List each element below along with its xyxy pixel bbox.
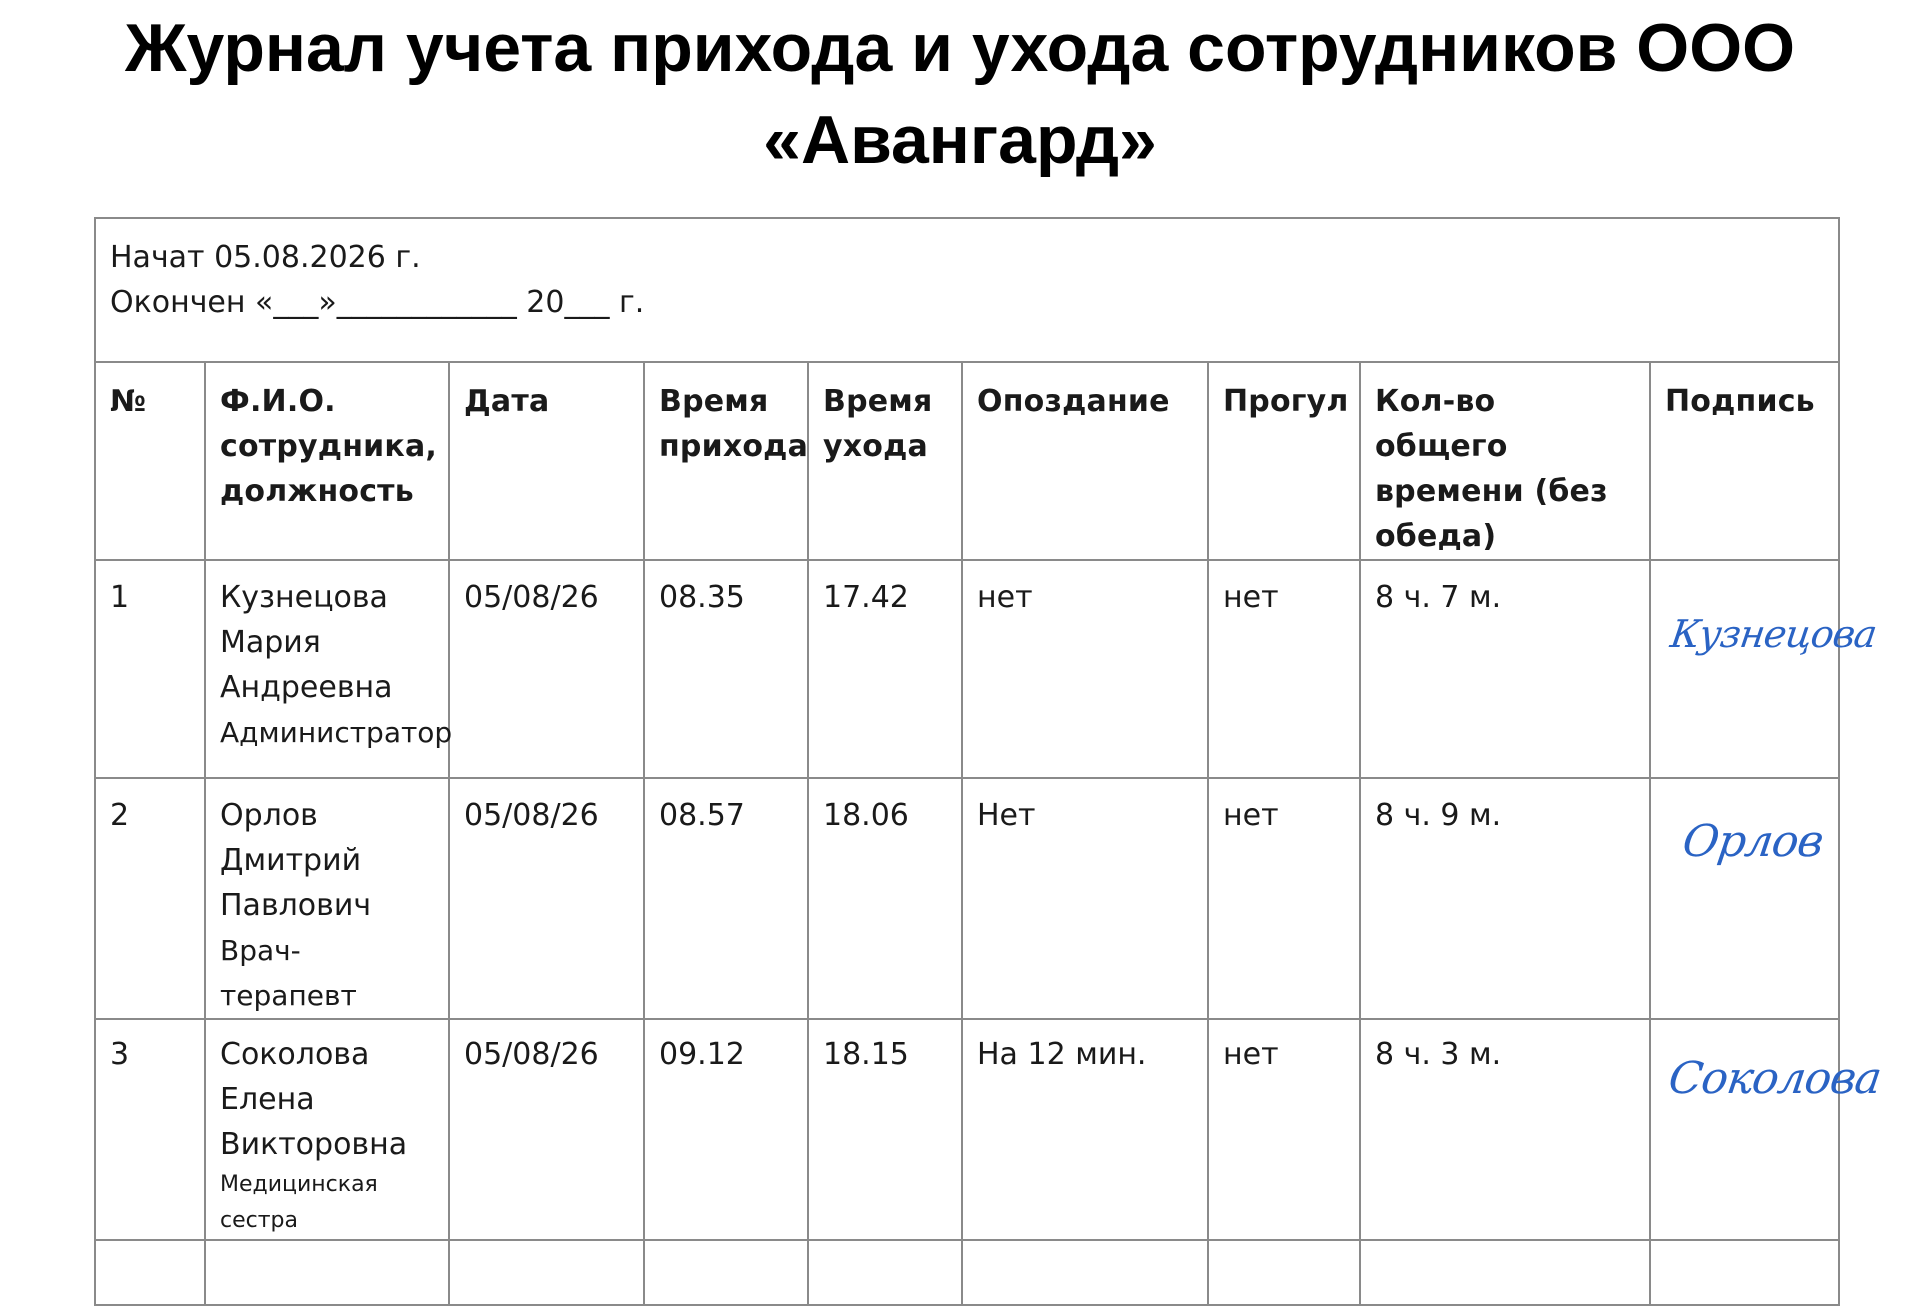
empty-cell <box>205 1240 449 1305</box>
cell-total-time: 8 ч. 9 м. <box>1360 778 1650 1019</box>
cell-date: 05/08/26 <box>449 1019 644 1240</box>
employee-first-name: Мария <box>220 625 321 660</box>
table-header-row <box>95 362 1839 560</box>
cell-absence: нет <box>1208 560 1360 778</box>
cell-late: Нет <box>962 778 1208 1019</box>
journal-meta-cell <box>95 218 1839 362</box>
empty-cell <box>1650 1240 1839 1305</box>
col-header-signature: Подпись <box>1650 362 1839 560</box>
attendance-journal-table <box>94 217 1884 1306</box>
journal-start-date: Начат 05.08.2026 г. <box>110 240 421 275</box>
cell-arrival: 09.12 <box>644 1019 808 1240</box>
employee-patronymic: Павлович <box>220 888 372 923</box>
cell-late: На 12 мин. <box>962 1019 1208 1240</box>
employee-surname: Кузнецова <box>220 580 388 615</box>
col-header-departure: Время ухода <box>808 362 962 560</box>
journal-meta-row <box>95 218 1839 362</box>
employee-patronymic: Андреевна <box>220 670 393 705</box>
cell-date: 05/08/26 <box>449 560 644 778</box>
cell-departure: 18.15 <box>808 1019 962 1240</box>
cell-absence: нет <box>1208 1019 1360 1240</box>
col-header-arrival: Время прихода <box>644 362 808 560</box>
cell-employee <box>205 1019 449 1240</box>
cell-arrival: 08.35 <box>644 560 808 778</box>
cell-date: 05/08/26 <box>449 778 644 1019</box>
handwritten-signature: Орлов <box>1679 816 1827 867</box>
cell-signature <box>1650 778 1839 1019</box>
cell-absence: нет <box>1208 778 1360 1019</box>
journal-end-date: Окончен «___»____________ 20___ г. <box>110 285 645 320</box>
document-title <box>0 2 1920 186</box>
col-header-name: Ф.И.О. сотрудника, должность <box>205 362 449 560</box>
employee-patronymic: Викторовна <box>220 1127 408 1162</box>
employee-surname: Соколова <box>220 1037 370 1072</box>
title-line-2: «Авангард» <box>763 102 1157 178</box>
employee-position: Врач-терапевт <box>220 934 357 1012</box>
col-header-absence: Прогул <box>1208 362 1360 560</box>
cell-arrival: 08.57 <box>644 778 808 1019</box>
table-row <box>95 560 1839 778</box>
col-header-total-time: Кол-во общего времени (без обеда) <box>1360 362 1650 560</box>
table-row <box>95 1019 1839 1240</box>
employee-position: Медицинская сестра <box>220 1172 378 1233</box>
table-row-empty <box>95 1240 1839 1305</box>
cell-departure: 18.06 <box>808 778 962 1019</box>
empty-cell <box>644 1240 808 1305</box>
cell-late: нет <box>962 560 1208 778</box>
cell-total-time: 8 ч. 7 м. <box>1360 560 1650 778</box>
table-row <box>95 778 1839 1019</box>
cell-number: 1 <box>95 560 205 778</box>
cell-signature <box>1650 1019 1884 1240</box>
handwritten-signature: Кузнецова <box>1667 612 1879 656</box>
col-header-late: Опоздание <box>962 362 1208 560</box>
handwritten-signature: Соколова <box>1665 1053 1884 1104</box>
employee-first-name: Елена <box>220 1082 315 1117</box>
col-header-number: № <box>95 362 205 560</box>
employee-position: Администратор <box>220 716 453 749</box>
cell-number: 3 <box>95 1019 205 1240</box>
col-header-date: Дата <box>449 362 644 560</box>
empty-cell <box>95 1240 205 1305</box>
title-line-1: Журнал учета прихода и ухода сотрудников ООО <box>125 10 1795 86</box>
empty-cell <box>449 1240 644 1305</box>
cell-total-time: 8 ч. 3 м. <box>1360 1019 1650 1240</box>
cell-employee <box>205 560 453 778</box>
employee-first-name: Дмитрий <box>220 843 362 878</box>
cell-number: 2 <box>95 778 205 1019</box>
cell-departure: 17.42 <box>808 560 962 778</box>
empty-cell <box>808 1240 962 1305</box>
empty-cell <box>1208 1240 1360 1305</box>
cell-signature <box>1650 560 1879 778</box>
empty-cell <box>962 1240 1208 1305</box>
empty-cell <box>1360 1240 1650 1305</box>
cell-employee <box>205 778 449 1019</box>
employee-surname: Орлов <box>220 798 318 833</box>
